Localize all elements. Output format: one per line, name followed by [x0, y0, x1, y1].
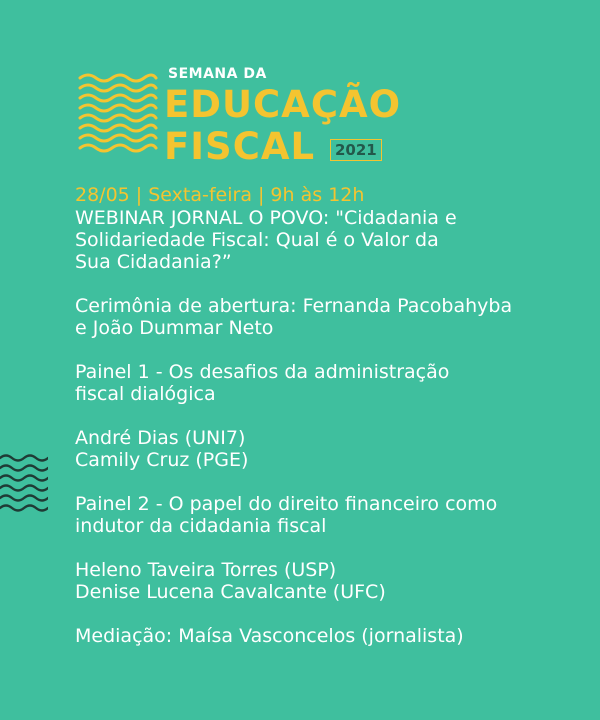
- header-title-line1: EDUCAÇÃO: [164, 83, 402, 126]
- waves-icon: [78, 72, 158, 162]
- opening-ceremony: [75, 295, 595, 339]
- speaker: Heleno Taveira Torres (USP): [75, 559, 337, 581]
- panel-1: [75, 361, 595, 405]
- event-info: [75, 183, 595, 273]
- year-badge: 2021: [330, 139, 382, 161]
- waves-icon: [0, 452, 48, 514]
- event-title-line: WEBINAR JORNAL O POVO: "Cidadania e: [75, 207, 457, 229]
- opening-line: Cerimônia de abertura: Fernanda Pacobahyba: [75, 295, 513, 317]
- speaker: André Dias (UNI7): [75, 427, 246, 449]
- panel-2-title-line: Painel 2 - O papel do direito financeiro como: [75, 493, 498, 515]
- header-kicker: SEMANA DA: [168, 66, 267, 82]
- event-title-line: Sua Cidadania?”: [75, 251, 232, 273]
- mediation-line: Mediação: Maísa Vasconcelos (jornalista): [75, 625, 464, 647]
- header-title-line2: FISCAL: [164, 125, 316, 168]
- panel-1-speakers: [75, 427, 595, 471]
- panel-1-title-line: fiscal dialógica: [75, 383, 216, 405]
- panel-1-title-line: Painel 1 - Os desafios da administração: [75, 361, 450, 383]
- mediation: [75, 625, 595, 647]
- event-content: [75, 183, 595, 647]
- date-line: 28/05 | Sexta-feira | 9h às 12h: [75, 184, 365, 206]
- panel-2-title-line: indutor da cidadania fiscal: [75, 515, 327, 537]
- panel-2: [75, 493, 595, 537]
- panel-2-speakers: [75, 559, 595, 603]
- speaker: Denise Lucena Cavalcante (UFC): [75, 581, 386, 603]
- speaker: Camily Cruz (PGE): [75, 449, 249, 471]
- opening-line: e João Dummar Neto: [75, 317, 274, 339]
- event-title-line: Solidariedade Fiscal: Qual é o Valor da: [75, 229, 439, 251]
